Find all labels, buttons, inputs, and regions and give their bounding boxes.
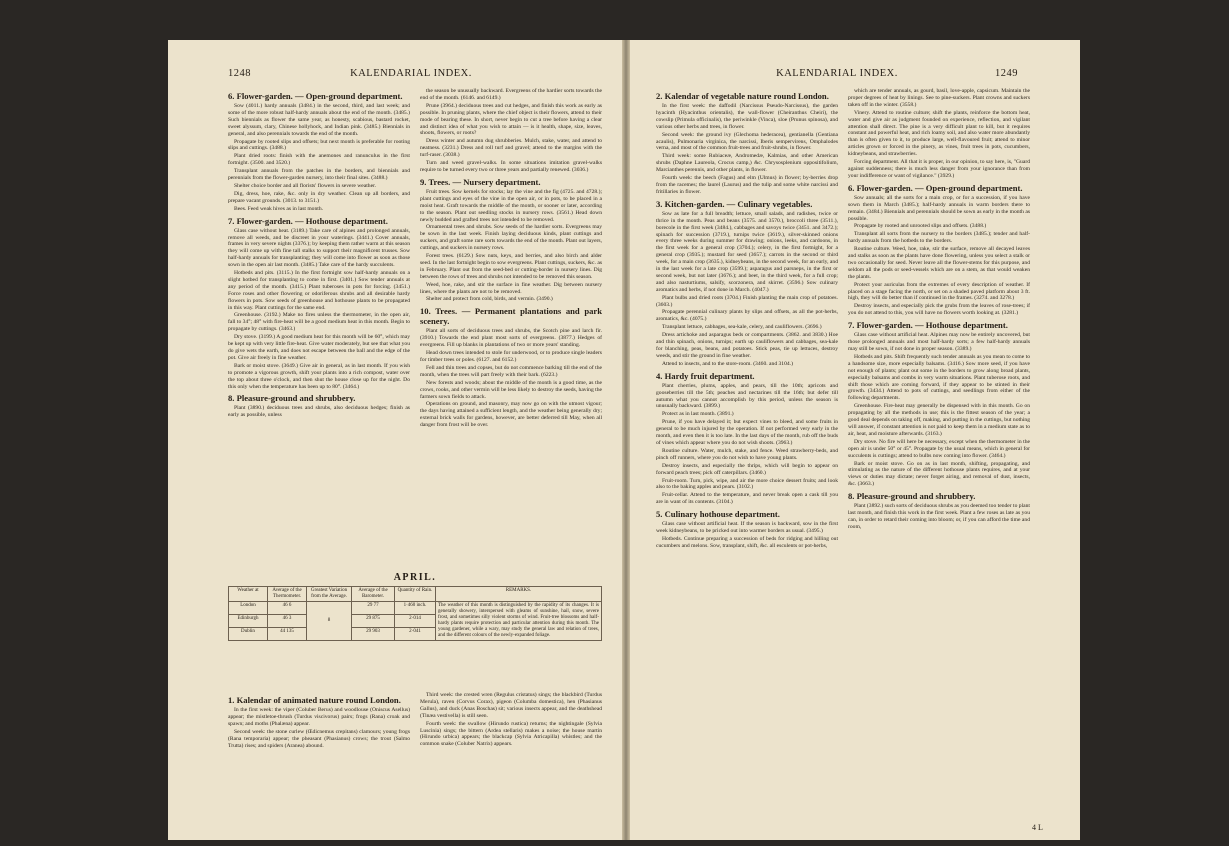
paragraph: Weed, hoe, rake, and stir the surface in fine weather. Dig between nursery lines, where the plants are not to be removed. [420, 281, 602, 295]
weather-header-cell: Average of the Barometer. [352, 587, 395, 602]
section-heading: 6. Flower-garden. — Open-ground department. [228, 91, 403, 101]
weather-cell: 46 3 [268, 615, 307, 628]
paragraph: which are tender annuals, as gourd, basil, love-apple, capsicum. Maintain the proper degrees of heat by linings. See to pine-suckers. Plant crowns and suckers taken off in the winter. (3558.) [848, 88, 1030, 108]
weather-cell: 29 77 [352, 602, 395, 615]
paragraph: In the first week: the daffodil (Narcissus Pseudo-Narcissus), the garden hyacinth (Hyacinthus orientalis), the wall-flower (Cheiranthus Cheiri), the cowslip (Primula officinalis), the periwinkle (Vinca), sloe (Prunus spinosa), and various other herbs and trees, in flower. [656, 103, 838, 130]
paragraph: Shelter choice border and all florists' flowers in severe weather. [234, 182, 377, 189]
paragraph: Third week: the crested wren (Regulus cristatus) sings; the blackbird (Turdus Merula), raven (Corvus Corax), pigeon (Columba domestica), hen (Phasianus Gallus), and duck (Anas Boschas) sit; various insects appear, and the deathshead (Tinæa vestivella) is still seen. [420, 692, 602, 719]
left-page [168, 40, 616, 840]
weather-header-cell: Average of the Thermometer. [268, 587, 307, 602]
left-column-a [228, 88, 410, 568]
paragraph: Routine culture. Weed, hoe, rake, stir the surface, remove all decayed leaves and stalks as soon as the plants have done flowering, unless you select a stalk or two occasionally for seed. Never leave all the flower-stems for this purpose, and seldom all the pods or seed-vessels which are on a stem, as that would weaken the plants. [848, 246, 1030, 280]
left-column-b [420, 88, 602, 568]
signature-mark: 4 L [1032, 823, 1043, 832]
paragraph: Attend to insects, and to the store-room. (3460. and 3104.) [662, 360, 793, 367]
left-column-b-lower [420, 692, 602, 832]
weather-header-cell: Greatest Variation from the Average. [307, 587, 352, 602]
paragraph: Second week: the stone curlew (Œdicnemus crepitans) clamours; young frogs (Rana temporaria) appear; the pheasant (Phasianus) crows; the trout (Salmo Trutta) rises; and spiders (Aranea) abound. [228, 728, 410, 749]
section-heading: 6. Flower-garden. — Open-ground department. [848, 182, 1023, 193]
paragraph: Destroy insects, and especially the thrips, which will begin to appear on forward peach trees; pick off caterpillars. (3460.) [656, 462, 838, 476]
paragraph: Bark or moist stove. (3649.) Give air in general, as in last month. If you wish to promote a vigorous growth, shift your plants into a rich compost, water over the top about three o'clock, and then shut the house close up for the night. Do this only when the temperature has been up to 80°. (3464.) [228, 362, 410, 390]
paragraph: Turn and weed gravel-walks. In some situations imitation gravel-walks require to be turned every two or three years and partially renewed. (3036.) [420, 160, 602, 173]
paragraph: Plant bulbs and dried roots (3704.) Finish planting the main crop of potatoes. (3603.) [656, 294, 838, 308]
paragraph: Transplant lettuce, cabbages, sea-kale, celery, and cauliflowers. (3696.) [662, 324, 822, 331]
weather-cell: 29 903 [352, 628, 395, 641]
paragraph: Destroy insects, and especially pick the grubs from the leaves of rose-trees; if you do not attend to this, you will have no flowers worth looking at. (3281.) [848, 303, 1030, 317]
paragraph: Sow (4011.) hardy annuals (3484.) in the second, third, and last week; and some of the more robust half-hardy annuals about the end of the month. (3485.) Such biennials as flower the same year, as honesty, scabious, bastard rocket, sweet alyssum, clary, Chinese hollyhock, and Indian pink. (3485.) Biennials in general, and also perennials towards the end of the month. [228, 103, 410, 137]
weather-remarks: The weather of this month is distinguished by the rapidity of its changes. It is generally showery, interspersed with gleams of sunshine, hail, snow, severe frost, and sometimes silly violent storms of wind. Fruit-tree blossoms and half-hardy plants require protection and particular attention during this month. The young gardener, while a wary, may study the general law and relation of trees, and the different colours of the newly-expanded foliage. [436, 602, 602, 641]
paragraph: Fourth week: the swallow (Hirundo rustica) returns; the nightingale (Sylvia Luscinia) sings; the bittern (Ardea stellaris) makes a noise; the house martin (Hirundo urbica) appears; the blackcap (Sylvia Atricapilla) whistles; and the common snake (Coluber Natrix) appears. [420, 720, 602, 748]
paragraph: In the first week: the viper (Coluber Berus) and woodlouse (Oniscus Asellus) appear; the mistletoe-thrush (Turdus viscivorus) pairs; frogs (Rana) croak and spawn; and moths (Phalæna) appear. [228, 707, 410, 727]
section-heading: 3. Kitchen-garden. — Culinary vegetables. [656, 198, 813, 209]
paragraph: Transplant annuals from the patches in the borders, and biennials and perennials from the flower-garden nursery, into their final sites. (3488.) [228, 168, 410, 182]
paragraph: Routine culture. Water, mulch, stake, and fence. Weed strawberry-beds, and pinch off runners, where you do not wish to have young plants. [656, 447, 838, 461]
weather-cell: 46 6 [268, 602, 307, 615]
paragraph: Fruit-room. Turn, pick, wipe, and air the more choice dessert fruits; and look also to the baking apples and pears. (3102.) [656, 477, 838, 491]
section-heading: 9. Trees. — Nursery department. [420, 176, 541, 187]
book-spread [168, 40, 1080, 840]
paragraph: Greenhouse. (3192.) Make no fires unless the thermometer, in the open air, fall to 34°; 48° with fire-heat will be a good medium heat in this month. Begin to propagate by cuttings. (3463.) [228, 312, 410, 333]
paragraph: Vinery. Attend to routine culture; shift the plants, reinforce the bottom heat, water and give air as judgment founded on experience, reflection, and vigilant attention shall direct. The pine is a very difficult plant to kill, but it requires constant and powerful heat, and rich loamy soil, and also water more abundantly than is often given to it, to produce large, well-flavoured fruit; attend to minor articles grown or forced in the pinery, as vines, fruit trees in pots, cucumbers, kidneybeans, and strawberries. [848, 109, 1030, 158]
paragraph: Propagate by rooted and unrooted slips and offsets. (3488.) [854, 223, 987, 230]
paragraph: Third week: some Rubiaceæ, Andromedæ, Kalmias, and other American shrubs (Daphne Laureola, Crocus camp,) &c. Chrysosplenium oppositifolium, Marcianthes perennis, and other plants, in flower. [656, 153, 838, 174]
weather-cell: Edinburgh [229, 615, 268, 628]
paragraph: Forcing department. All that it is proper, in our opinion, to say here, is, "Guard against suddenness; there is much less danger from your ignorance than from your indifference or want of vigilance." (3929.) [848, 159, 1030, 179]
page-number: 1249 [995, 68, 1018, 79]
weather-cell: 44 135 [268, 628, 307, 641]
weather-table-row [229, 602, 602, 615]
section-heading: 1. Kalendar of animated nature round London. [228, 695, 401, 705]
paragraph: Propagate by rooted slips and offsets; but next month is preferable for rooting slips and cuttings. (3488.) [228, 138, 410, 152]
page-number: 1248 [228, 68, 251, 79]
right-page [632, 40, 1080, 840]
right-column-b [848, 88, 1030, 818]
weather-cell: Dublin [229, 628, 268, 641]
right-page-header [656, 68, 1018, 82]
section-heading: 10. Trees. — Permanent plantations and park scenery. [420, 306, 602, 327]
paragraph: Dig, dress, hoe, rake, &c. only in dry weather. Clean up all borders, and prepare vacant grounds. (3013. to 3151.) [228, 190, 410, 204]
paragraph: Propagate perennial culinary plants by slips and offsets, as all the pot-herbs, aromatics, &c. (4075.) [656, 309, 838, 323]
paragraph: Hotbeds. Continue preparing a succession of beds for ridging and hilling out cucumbers and melons. Sow, transplant, shift, &c. all esculents or pot-herbs, [656, 535, 838, 549]
section-heading: 8. Pleasure-ground and shrubbery. [228, 393, 356, 404]
paragraph: Hotbeds and pits. (3115.) In the first fortnight sow half-hardy annuals on a slight hotbed for transplanting to come in first. (3401.) Sow tender annuals at any period of the month. (3415.) Plant tuberoses in pots for forcing. (3451.) Force roses and other flowering or odoriferous shrubs and all desirable hardy flowers in pots. Sow seeds of greenhouse and hothouse plants to be propagated in this way. Plant cuttings for the same end. [228, 270, 410, 311]
running-head: KALENDARIAL INDEX. [776, 68, 898, 79]
running-head: KALENDARIAL INDEX. [350, 68, 472, 79]
paragraph: Sow annuals; all the sorts for a main crop, or for a succession, if you have sown them in March (3485.); half-hardy annuals in warm borders there to remain. (3484.) Biennials and perennials should be sown as early in the month as possible. [848, 194, 1030, 222]
paragraph: New forests and woods; about the middle of the month is a good time, as the crows, rooks, and other vermin will be less likely to destroy the seeds, having the farmers sown fields to attack. [420, 379, 602, 400]
paragraph: Glass case without heat. (3189.) Take care of alpines and prolonged annuals, remove all weeds, and be discreet in your waterings. (3441.) Cover annuals, frames in very severe nights (3376.); by keeping them rather warm at this season they will come up with fine tall stalks to support their magnificent trusses. Sow half-hardy annuals for transplanting; they will come into flower as soon as those sown in the open air last month. (3485.) Take care of the hardy succulents. [228, 227, 410, 269]
paragraph: Plant (3890.) deciduous trees and shrubs, also deciduous hedges; finish as early as possible, unless [228, 405, 410, 419]
paragraph: Protect your auriculas from the extremes of every description of weather. If placed on a stage facing the north, or set on a shaded paved platform about 3 ft. high, they will do better than if continued in the frames. (3274. and 3278.) [848, 281, 1030, 302]
section-heading: 7. Flower-garden. — Hothouse department. [848, 320, 1008, 331]
paragraph: Fruit-cellar. Attend to the temperature, and never break open a cask till you are in want of its contents. (3104.) [656, 492, 838, 506]
paragraph: Head down trees intended to stole for underwood, or to produce single leaders for timber trees or poles. (6127. and 6152.) [420, 350, 602, 363]
paragraph: Hotbeds and pits. Shift frequently such tender annuals as you mean to come to a handsome size, more especially balsams. (3416.) Sow more seed, if you have not enough of plants; plant out some in the borders to grow along broad plants, especially balsams and combs in very warm situations. Plant tuberose roots, and shift those which are coming forward, if they appear to be stinted in their growth. (3434.) Attend to pots of cuttings, and seedlings from either of the following departments. [848, 353, 1030, 402]
paragraph: Fell and thin trees and copses, but do not commence barking till the end of the month, when the trees will part freely with their bark. (6223.) [420, 364, 602, 378]
paragraph: Transplant all sorts from the nursery to the borders (3485.); tender and half-hardy annuals from the hotbeds to the borders. [848, 231, 1030, 245]
book-gutter [622, 40, 630, 840]
weather-cell: 8 [307, 602, 352, 641]
left-column-a-lower [228, 692, 410, 832]
paragraph: Plant cherries, plums, apples, and pears, till the 10th; apricots and gooseberries till the 5th; peaches and nectarines till the 16th; but defer till autumn what you cannot accomplish by this period, unless the season is unusually backward. (3899.) [656, 382, 838, 410]
weather-cell: London [229, 602, 268, 615]
weather-table [228, 586, 602, 641]
month-title: APRIL. [393, 572, 437, 583]
weather-cell: 2·041 [395, 628, 436, 641]
paragraph: Plant all sorts of deciduous trees and shrubs, the Scotch pine and larch fir. (3910.) Towards the end plant most sorts of evergreens. (3877.) Hedges of evergreens. Fill up blanks in plantations of two or more years' standing. [420, 328, 602, 349]
paragraph: Dress winter and autumn dug shrubberies. Mulch, stake, water, and attend to neatness. (3231.) Dress and roll turf and gravel; attend to the margins with the turf-raser. (3038.) [420, 138, 602, 159]
paragraph: Dress artichoke and asparagus beds or compartments. (3862. and 3830.) Hoe and thin spinach, onions, turnips; earth up cauliflowers and cabbages, sea-kale for blanching, peas, beans, and potatoes. Stick peas, tie up lettuces, destroy weeds, and stir the ground in fine weather. [656, 332, 838, 359]
paragraph: Bark or moist stove. Go on as in last month, shifting, propagating, and stimulating as the nature of the different hothouse plants requires, and at your views or duties may dictate; never forget airing, and removal of dust, insects, &c. (3663.) [848, 460, 1030, 488]
weather-header-cell: Weather at [229, 587, 268, 602]
weather-header-cell: REMARKS. [436, 587, 602, 602]
section-heading: 7. Flower-garden. — Hothouse department. [228, 215, 388, 226]
paragraph: Plant (3892.) such sorts of deciduous shrubs as you deemed too tender to plant last month, and finish this work in the first week. Plant a few roses as late as you can, in order to retard their coming into bloom; or, if you can afford the time and room, [848, 503, 1030, 530]
weather-table-header-row [229, 587, 602, 602]
section-heading: 4. Hardy fruit department. [656, 370, 755, 381]
paragraph: Plant dried roots: finish with the anemones and ranunculus in the first fortnight. (3500. and 3520.) [228, 153, 410, 167]
paragraph: Glass case without artificial heat. If the season is backward, sow in the first week kidneybeans, to be pricked out into warmer borders as usual. (3495.) [656, 521, 838, 535]
section-heading: 8. Pleasure-ground and shrubbery. [848, 491, 976, 502]
paragraph: Fourth week: the beech (Fagus) and elm (Ulmus) in flower; by-berries drop from the racemes; the laurel (Laurus) and the tulip and some white narcissi and fritillaries in flower. [656, 175, 838, 195]
left-page-header [228, 68, 594, 82]
paragraph: the season be unusually backward. Evergreens of the hardier sorts towards the end of the month. (6146. and 6149.) [420, 88, 602, 101]
paragraph: Second week: the ground ivy (Glechoma hederacea), gentianella (Gentiana acaulis), Pulmonaria virginica, the narcissi, Iberis sempervirens, Omphalodes verna, and most of the common fruit-trees and fruit-shrubs, in flower. [656, 131, 838, 152]
weather-header-cell: Quantity of Rain. [395, 587, 436, 602]
paragraph: Sow as late for a full breadth; lettuce, small salads, and radishes, twice or thrice in the month. Peas and beans (3575. and 3570.), broccoli three (3511.), borecole in the first week (3484.), cabbages and savoys twice (3451. and 3472.); spinach for succession (3719.), turnips twice (3619.), silver-skinned onions every three weeks during summer for drawing; onions, leeks, and cardoons, in the first week for a general crop (3704.); celery, in the first fortnight, for a general crop (3935.); mustard for seed (3657.); carrots in the second or third week, for a main crop (3635.), kidneybeans, in the second week, for an early, and in the last week for a late crop (3599.); asparagus and parsneps, in the first or second week, but not later (3676.); and beet, in the third week, for a full crop; and also nasturtiums, salsify, scorzonera, and skirret. (3596.) Sow culinary aromatics and herbs, if not done in March. (4047.) [656, 210, 838, 293]
weather-cell: 2·014 [395, 615, 436, 628]
paragraph: Dry stove. (3199.) A good medium heat for this month will be 60°, which may be kept up with very little fire-heat. Give water moderately, but see that what you do give wets the earth, and does not escape between the ball and the edge of the pot. Give air freely in fine weather. [228, 334, 410, 361]
paragraph: Dry stove. No fire will here be necessary, except when the thermometer in the open air is under 50° or 45°. Propagate by the usual means, which in general for succulents is cuttings; attend to bulbs now coming into flower. (3464.) [848, 438, 1030, 459]
paragraph: Bees. Feed weak hives as in last month. [234, 205, 324, 212]
paragraph: Prune (3964.) deciduous trees and cut hedges, and finish this work as early as possible. In pruning plants, where the chief object is their flowers, attend to their mode of bearing these. In short, never begin to cut a tree before having a clear and distinct idea of what you wish to attain — is it health, shape, size, leaves, shoots, flowers, or roots? [420, 102, 602, 137]
paragraph: Fruit trees. Sow kernels for stocks; lay the vine and the fig (4725. and 4728.); plant cuttings and eyes of the vine in the open air, or in pots, to be placed in a moist heat. Graft towards the middle of the month, or sooner or later, according to the season. Plant out seedling stocks in nursery rows. (3561.) Head down newly budded and grafted trees not intended to be removed. [420, 188, 602, 223]
paragraph: Operations on ground, and masonry, may now go on with the utmost vigour; the days having attained a sufficient length, and the weather being generally dry; external brick walls for gardens, however, are better deferred till May, when all danger from frost will be over. [420, 401, 602, 429]
paragraph: Ornamental trees and shrubs. Sow seeds of the hardier sorts. Evergreens may be sown in the last week. Finish laying deciduous kinds, plant cuttings and suckers, and graft some rare sorts towards the end of the month. Plant out layers, cuttings, and suckers in nursery rows. [420, 224, 602, 252]
weather-cell: 1·460 inch. [395, 602, 436, 615]
paragraph: Greenhouse. Fire-heat may generally be dispensed with in this month. Go on propagating by all the methods in use; this is the fittest season of the year; a good deal depends on taking off, making, and putting in the cuttings, but nothing will answer, if constant attention is not paid to keep them in a medium state as to air, heat, and moisture afterwards. (3163.) [848, 403, 1030, 437]
weather-cell: 29 875 [352, 615, 395, 628]
section-heading: 5. Culinary hothouse department. [656, 509, 780, 520]
section-heading: 2. Kalendar of vegetable nature round London. [656, 91, 829, 101]
paragraph: Prune, if you have delayed it; but expect vines to bleed, and some fruits in general to be much injured by the operation. If not performed very early in the month, and even then it is too late. In the last days of the month, rub off the buds of vines which appear where you do not wish shoots. (3963.) [656, 419, 838, 446]
paragraph: Protect as in last month. (3891.) [662, 411, 734, 418]
right-column-a [656, 88, 838, 828]
paragraph: Forest trees. (6129.) Sow nuts, keys, and berries, and also birch and alder seed. In the last fortnight begin to sow evergreens. Plant cuttings, suckers, &c. as in February. Plant out from the seed-bed or cutting-border in nursery lines. Dig between the rows of trees and shrubs not intended to be removed this season. [420, 253, 602, 280]
paragraph: Glass case without artificial heat. Alpines may now be entirely uncovered, but those prolonged annuals and most half-hardy sorts; a few half-hardy annuals may still be sown, if not done in proper season. (3389.) [848, 332, 1030, 352]
paragraph: Shelter and protect from cold, birds, and vermin. (3490.) [426, 296, 553, 303]
